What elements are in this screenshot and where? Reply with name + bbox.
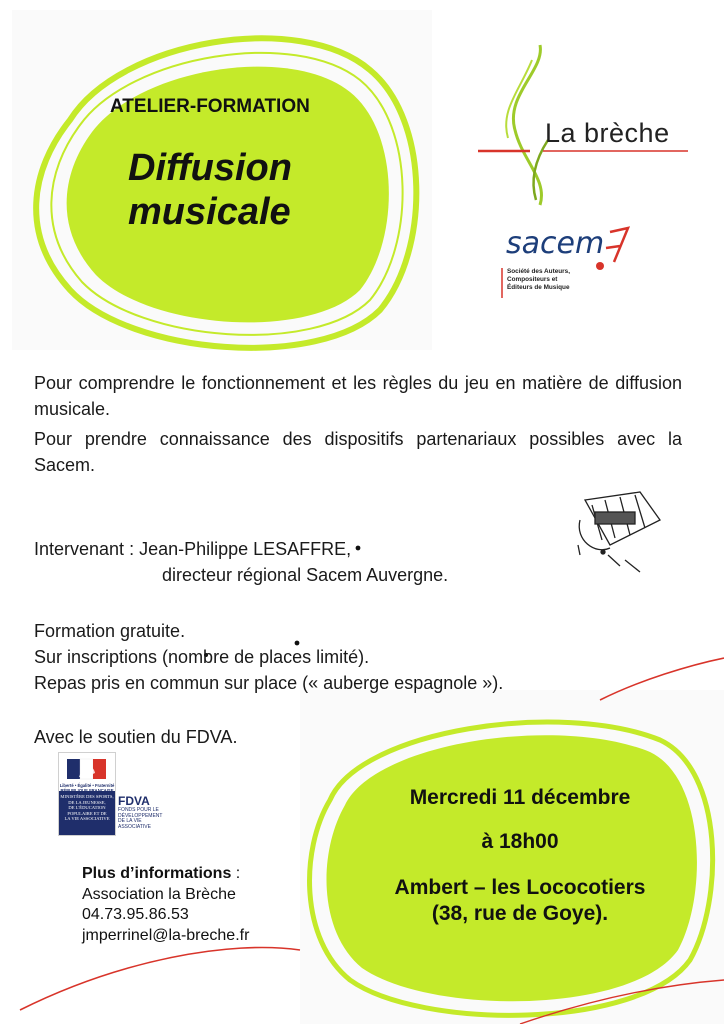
- event-time: à 18h00: [481, 830, 559, 853]
- sacem-subtitle-line: Compositeurs et: [507, 276, 558, 284]
- fdva-subtitle-line: DÉVELOPPEMENT: [118, 812, 163, 819]
- fdva-logo-subtitle: [118, 808, 168, 830]
- contact-heading-suffix: :: [231, 865, 241, 882]
- title-line-1: Diffusion: [128, 147, 292, 189]
- fdva-subtitle-line: DE LA VIE: [118, 818, 142, 825]
- bottom-blob-fill: [326, 735, 696, 1001]
- intro-paragraph-2: Pour prendre connaissance des dispositifs partenariaux possibles avec la Sacem.: [34, 429, 682, 475]
- event-place-line-2: (38, rue de Goye).: [431, 902, 609, 925]
- contact-heading-text: Plus d’informations: [82, 865, 232, 882]
- fdva-subtitle-line: FONDS POUR LE: [118, 807, 159, 813]
- detail-registration: Sur inscriptions (nombre de places limité).: [34, 647, 370, 667]
- rf-label: Liberté • Égalité • Fraternité: [59, 783, 115, 788]
- ministry-line: MINISTÈRE DES SPORTS,: [60, 794, 114, 799]
- event-place-line-1: Ambert – les Lococotiers: [394, 876, 646, 899]
- instruments-sketch: [578, 492, 660, 572]
- contact-email[interactable]: jmperrinel@la-breche.fr: [82, 926, 250, 944]
- detail-support: Avec le soutien du FDVA.: [34, 727, 238, 747]
- sacem-logo-text: sacem: [506, 226, 605, 261]
- speaker-line-2: directeur régional Sacem Auvergne.: [162, 565, 449, 585]
- contact-heading: [82, 864, 249, 885]
- ministry-line: DE L'ÉDUCATION: [68, 805, 106, 810]
- contact-phone[interactable]: 04.73.95.86.53: [82, 906, 189, 923]
- detail-meal: Repas pris en commun sur place (« auberge espagnole »).: [34, 673, 504, 693]
- speaker-line-1: Intervenant : Jean-Philippe LESAFFRE,: [34, 539, 352, 559]
- ministry-label: [59, 791, 115, 835]
- sacem-subtitle-line: Société des Auteurs,: [507, 268, 570, 275]
- sacem-subtitle-line: Éditeurs de Musique: [507, 284, 570, 292]
- contact-info: [82, 864, 249, 946]
- republique-francaise-logo: [58, 752, 116, 836]
- page-title: [128, 146, 292, 234]
- event-kicker: ATELIER-FORMATION: [110, 96, 310, 117]
- red-line-bottom: [20, 948, 300, 1011]
- contact-org: Association la Brèche: [82, 885, 236, 903]
- fdva-subtitle-line: ASSOCIATIVE: [118, 823, 151, 830]
- event-date: Mercredi 11 décembre: [409, 786, 631, 809]
- detail-free-training: Formation gratuite.: [34, 621, 186, 641]
- dot-mark: [356, 546, 361, 551]
- ministry-line: LA VIE ASSOCIATIVE: [64, 816, 110, 821]
- ministry-line: DE LA JEUNESSE,: [68, 799, 106, 805]
- title-line-2: musicale: [128, 191, 291, 233]
- intro-paragraph-1: Pour comprendre le fonctionnement et les règles du jeu en matière de diffusion musicale.: [34, 373, 682, 419]
- sacem-logo-subtitle: [507, 268, 607, 293]
- la-breche-logo-text: La brèche: [545, 118, 670, 148]
- fdva-logo-text: FDVA: [118, 794, 150, 808]
- ministry-line: POPULAIRE ET DE: [67, 810, 107, 816]
